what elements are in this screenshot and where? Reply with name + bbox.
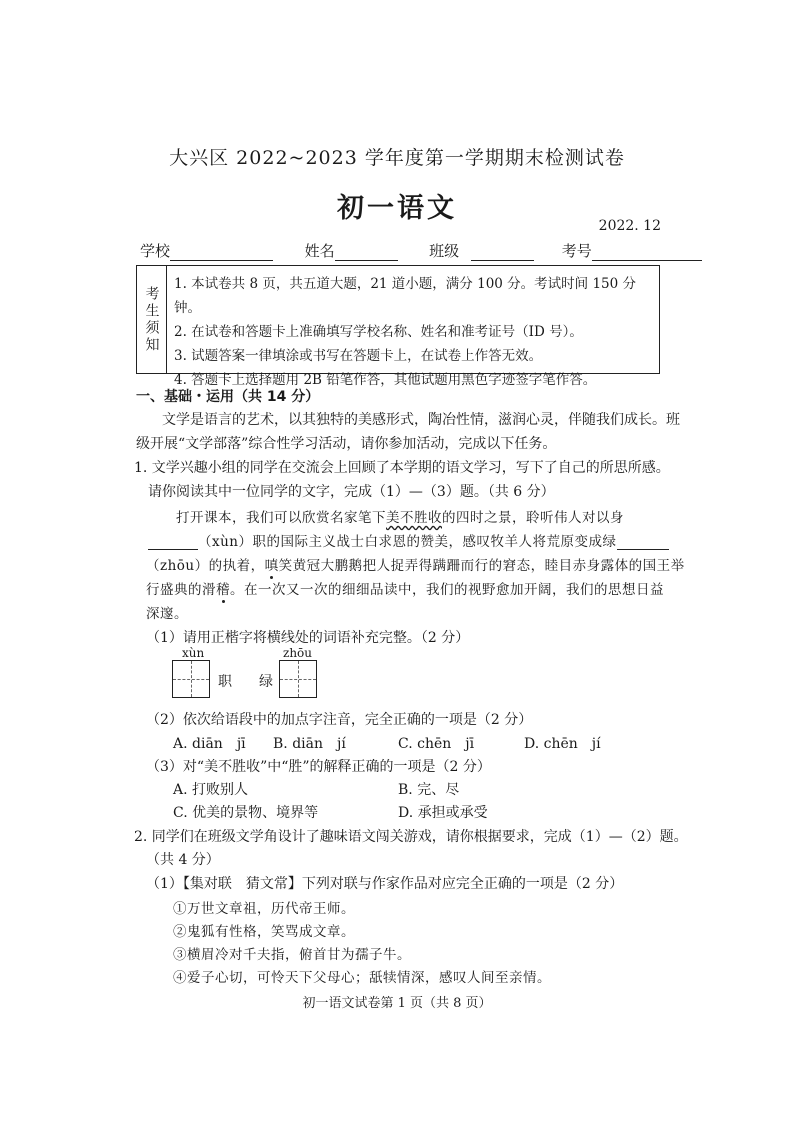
exam-notice-box	[136, 265, 660, 388]
section-intro-line: 级开展“文学部落”综合性学习活动，请你参加活动，完成以下任务。	[136, 436, 557, 452]
notice-item: 1. 本试卷共 8 页，共五道大题，21 道小题，满分 100 分。考试时间 150 分钟。	[174, 276, 637, 316]
question-2-stem: （共 4 分）	[146, 852, 220, 868]
notice-item: 2. 在试卷和答题卡上准确填写学校名称、姓名和准考证号（ID 号）。	[174, 324, 583, 340]
section-title: 一、基础・运用（共 14 分）	[136, 389, 320, 405]
writing-grid-box[interactable]	[279, 660, 317, 698]
class-label: 班级	[429, 242, 460, 260]
sub-question: （3）对“美不胜收”中“胜”的解释正确的一项是（2 分）	[146, 759, 491, 775]
student-info-row	[140, 240, 702, 261]
exam-title: 大兴区 2022~2023 学年度第一学期期末检测试卷	[169, 147, 625, 169]
couplet-item: ③横眉冷对千夫指，俯首甘为孺子牛。	[173, 947, 411, 963]
notice-title: 考生须知	[137, 266, 167, 373]
sub-question: （2）依次给语段中的加点字注音，完全正确的一项是（2 分）	[146, 712, 533, 728]
option-d[interactable]: D. chēn jí	[524, 736, 601, 752]
exam-date: 2022. 12	[598, 218, 661, 234]
notice-item: 3. 试题答案一律填涂或书写在答题卡上，在试卷上作答无效。	[174, 348, 543, 364]
subject-title: 初一语文	[337, 193, 457, 224]
couplet-item: ④爱子心切，可怜天下父母心；舐犊情深，感叹人间至亲情。	[173, 970, 551, 986]
notice-item: 4. 答题卡上选择题用 2B 铅笔作答，其他试题用黑色字迹签字笔作答。	[174, 372, 597, 388]
exam-no-label: 考号	[561, 242, 592, 260]
given-character: 职	[218, 674, 232, 690]
passage-line: 打开课本，我们可以欣赏名家笔下美不胜收的四时之景，聆听伟人对以身	[176, 510, 624, 526]
passage-line: 行盛典的滑稽。在一次又一次的细细品读中，我们的视野愈加开阔，我们的思想日益	[146, 582, 664, 598]
passage-line: （xùn）职的国际主义战士白求恩的赞美，感叹牧羊人将荒原变成绿	[148, 530, 669, 550]
writing-grid-box[interactable]	[172, 660, 210, 698]
fill-blank	[148, 535, 198, 550]
dotted-character: 嗔	[264, 558, 279, 574]
name-blank	[335, 244, 398, 261]
pinyin-label: xùn	[182, 646, 205, 660]
option-c[interactable]: C. chēn jī	[398, 736, 475, 752]
option-c[interactable]: C. 优美的景物、境界等	[173, 805, 319, 821]
wavy-underlined-phrase: 美不胜收	[386, 510, 442, 526]
school-blank	[170, 244, 273, 261]
fill-blank	[617, 535, 669, 550]
couplet-item: ①万世文章祖，历代帝王师。	[173, 901, 355, 917]
option-d[interactable]: D. 承担或承受	[398, 805, 488, 821]
dotted-character: 稽	[216, 582, 230, 598]
passage-line: 深邃。	[146, 606, 188, 622]
option-b[interactable]: B. diān jí	[273, 736, 346, 752]
option-a[interactable]: A. 打败别人	[173, 782, 249, 798]
school-label: 学校	[140, 242, 171, 260]
option-a[interactable]: A. diān jī	[173, 736, 246, 752]
given-character: 绿	[259, 674, 273, 690]
section-intro-line: 文学是语言的艺术，以其独特的美感形式，陶冶性情，滋润心灵，伴随我们成长。班	[162, 412, 680, 428]
passage-line: （zhōu）的执着，嗔笑黄冠大鹏鹅把人捉弄得蹒跚而行的窘态，睦目赤身露体的国王举	[146, 558, 685, 574]
page-footer: 初一语文试卷第 1 页（共 8 页）	[302, 996, 492, 1011]
question-1-stem: 1. 文学兴趣小组的同学在交流会上回顾了本学期的语文学习，写下了自己的所思所感。	[134, 460, 670, 476]
sub-question: （1）请用正楷字将横线处的词语补充完整。（2 分）	[146, 630, 470, 646]
notice-list	[174, 272, 659, 392]
option-b[interactable]: B. 完、尽	[398, 782, 460, 798]
class-blank	[471, 244, 534, 261]
pinyin-label: zhōu	[283, 646, 313, 660]
question-2-stem: 2. 同学们在班级文学角设计了趣味语文闯关游戏，请你根据要求，完成（1）—（2）题。	[134, 829, 688, 845]
couplet-item: ②鬼狐有性格，笑骂成文章。	[173, 924, 355, 940]
exam-no-blank	[592, 244, 702, 261]
name-label: 姓名	[304, 242, 335, 260]
sub-question: （1）【集对联 猜文常】下列对联与作家作品对应完全正确的一项是（2 分）	[146, 876, 624, 892]
question-1-stem: 请你阅读其中一位同学的文字，完成（1）—（3）题。（共 6 分）	[148, 484, 555, 500]
